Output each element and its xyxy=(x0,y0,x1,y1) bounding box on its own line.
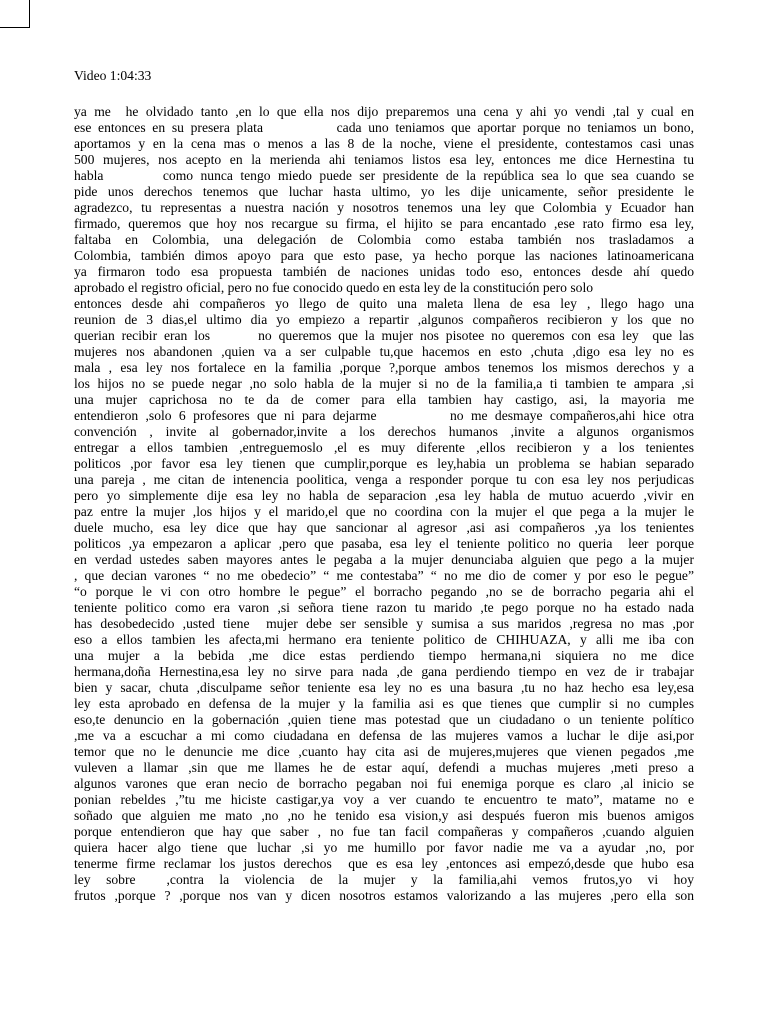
text-line: entonces desde ahi compañeros yo llego de quito una maleta llena de esa ley , llego hago una xyxy=(74,296,694,311)
text-line: ley sobre ,contra la violencia de la mujer y la familia,ahi vemos frutos,yo vi hoy xyxy=(74,872,694,887)
text-line: temor que no le denuncie me dice ,cuanto hay cita asi de mujeres,mujeres que vienen pegados ,me xyxy=(74,744,694,759)
text-line: has desobedecido ,usted tiene mujer debe ser sensible y sumisa a sus maridos ,regresa no mas ,por xyxy=(74,616,694,631)
text-line: 500 mujeres, nos acepto en la merienda ahi teniamos listos esa ley, entonces me dice Hernestina tu xyxy=(74,152,694,167)
text-line: algunos varones que eran necio de borracho pegaban noi fui enemiga porque es claro ,al inicio se xyxy=(74,776,694,791)
text-line: porque entendieron que hay que saber , no fue tan facil compañeras y compañeros ,cuando alguien xyxy=(74,824,694,839)
text-line: “o porque le vi con otro hombre le pegue” el borracho pegando ,no se de borracho pegaria ahi el xyxy=(74,584,694,599)
text-line: soñado que alguien me mato ,no ,no he tenido esa vision,y asi después fueron mis buenos amigos xyxy=(74,808,694,823)
text-line: mala , esa ley nos fortalece en la familia ,porque ?,porque ambos tenemos los mismos derechos y a xyxy=(74,360,694,375)
text-line: querian recibir eran los no queremos que la mujer nos pisotee no queremos con esa ley que las xyxy=(74,328,694,343)
text-line: en verdad ustedes saben mayores antes le pegaba a la mujer denunciaba alguien que pego a la mujer xyxy=(74,552,694,567)
text-line: firmado, queremos que hoy nos recargue su firma, el hijito se para encantado ,ese rato firmo esa ley, xyxy=(74,216,694,231)
text-line: tenerme firme reclamar los justos derechos que es esa ley ,entonces asi empezó,desde que hubo esa xyxy=(74,856,694,871)
text-line: una mujer caprichosa no te da de comer para ella tambien hay castigo, asi, la mayoria me xyxy=(74,392,694,407)
text-line: aprobado el registro oficial, pero no fue conocido quedo en esta ley de la constitución pero solo xyxy=(74,280,594,295)
text-line: habla como nunca tengo miedo puede ser presidente de la república sea lo que sea cuando se xyxy=(74,168,694,183)
text-line: eso,te denuncio en la gobernación ,quien tiene mas potestad que un ciudadano o un teniente político xyxy=(74,712,694,727)
text-line: teniente politico como era varon ,si señora tiene razon tu marido ,te pego porque no ha estado nada xyxy=(74,600,694,615)
text-line: los hijos no se puede negar ,no solo habla de la mujer si no de la familia,a ti tambien te ampara ,si xyxy=(74,376,694,391)
text-line: Colombia, también dimos apoyo para que esto pase, ya hecho porque las naciones latinoamericana xyxy=(74,248,694,263)
text-line: mujeres nos abandonen ,quien va a ser culpable tu,que hacemos en esto ,chuta ,digo esa ley no es xyxy=(74,344,694,359)
text-line: ya firmaron todo esa propuesta también de naciones unidas todo eso, entonces desde ahí quedo xyxy=(74,264,694,279)
document-body xyxy=(74,104,694,904)
text-line: entregar a ellos tambien ,entreguemoslo ,el es muy diferente ,ellos recibieron y a los tenientes xyxy=(74,440,694,455)
text-line: pero yo simplemente dije esa ley no habla de separacion ,esa ley habla de mutuo acuerdo ,vivir en xyxy=(74,488,694,503)
text-line: bien y sacar, chuta ,disculpame señor teniente esa ley no es una basura ,tu no haz hecho esa ley,esa xyxy=(74,680,694,695)
text-line: politicos ,por favor esa ley tienen que cumplir,porque es ley,habia un problema se habian separado xyxy=(74,456,694,471)
text-line: duele mucho, esa ley dice que hay que sancionar al agresor ,asi asi compañeros ,ya los tenientes xyxy=(74,520,694,535)
text-line: ya me he olvidado tanto ,en lo que ella nos dijo preparemos una cena y ahi yo vendi ,tal y cual en xyxy=(74,104,694,119)
text-line: ese entonces en su presera plata cada uno teniamos que aportar porque no teniamos un bono, xyxy=(74,120,694,135)
text-line: una pareja , me citan de intenencia poolitica, venga a responder porque tu con esa ley nos perjudicas xyxy=(74,472,694,487)
text-line: agradezco, tu representas a nuestra nación y nosotros tenemos una ley que Colombia y Ecuador han xyxy=(74,200,694,215)
text-line: ley esta aprobado en defensa de la mujer y la familia asi es que tienes que cumplir si no cumples xyxy=(74,696,694,711)
text-line: frutos ,porque ? ,porque nos van y dicen nosotros estamos valorizando a las mujeres ,pero ella son xyxy=(74,888,694,903)
text-line: , que decian varones “ no me obedecio” “ me contestaba” “ no me dio de comer y por eso le pegue” xyxy=(74,568,694,583)
text-line: convención , invite al gobernador,invite a los derechos humanos ,invite a algunos organismos xyxy=(74,424,694,439)
corner-box xyxy=(0,0,30,28)
text-line: politicos ,ya empezaron a aplicar ,pero que pasaba, esa ley el teniente politico no queria leer porque xyxy=(74,536,694,551)
text-line: eso a ellos tambien les afecta,mi hermano era teniente politico de CHIHUAZA, y alli me iba con xyxy=(74,632,694,647)
text-line: ponian rebeldes ,”tu me hiciste castigar,ya voy a ver cuando te encuentro te mato”, matame no e xyxy=(74,792,694,807)
text-line: vuleven a llamar ,sin que me llames he de estar aquí, defendi a muchas mujeres ,meti preso a xyxy=(74,760,694,775)
text-line: paz entre la mujer ,los hijos y el marido,el que no coordina con la mujer el que pega a la mujer le xyxy=(74,504,694,519)
text-line: aportamos y en la cena mas o menos a las 8 de la noche, viene el presidente, contestamos casi unas xyxy=(74,136,694,151)
text-line: entendieron ,solo 6 profesores que ni para dejarme no me desmaye compañeros,ahi hice otra xyxy=(74,408,694,423)
text-line: reunion de 3 dias,el ultimo dia yo empiezo a repartir ,algunos compañeros recibieron y los que no xyxy=(74,312,694,327)
document-title: Video 1:04:33 xyxy=(74,68,152,83)
text-line: faltaba en Colombia, una delegación de Colombia como estaba también nos trasladamos a xyxy=(74,232,694,247)
text-line: pide unos derechos tenemos que luchar hasta ultimo, yo les dije unicamente, señor presidente le xyxy=(74,184,694,199)
text-line: hermana,doña Hernestina,esa ley no sirve para nada ,de gana perdiendo tiempo en vez de ir trabajar xyxy=(74,664,694,679)
text-line: ,me va a escuchar a mi como ciudadana en defensa de las mujeres vamos a luchar le dije asi,por xyxy=(74,728,694,743)
text-line: una mujer a la bebida ,me dice estas perdiendo tiempo hermana,ni siquiera no me dice xyxy=(74,648,694,663)
document-page xyxy=(74,68,694,904)
text-line: quiera hacer algo tiene que luchar ,si yo me humillo por favor nadie me va a ayudar ,no, por xyxy=(74,840,694,855)
